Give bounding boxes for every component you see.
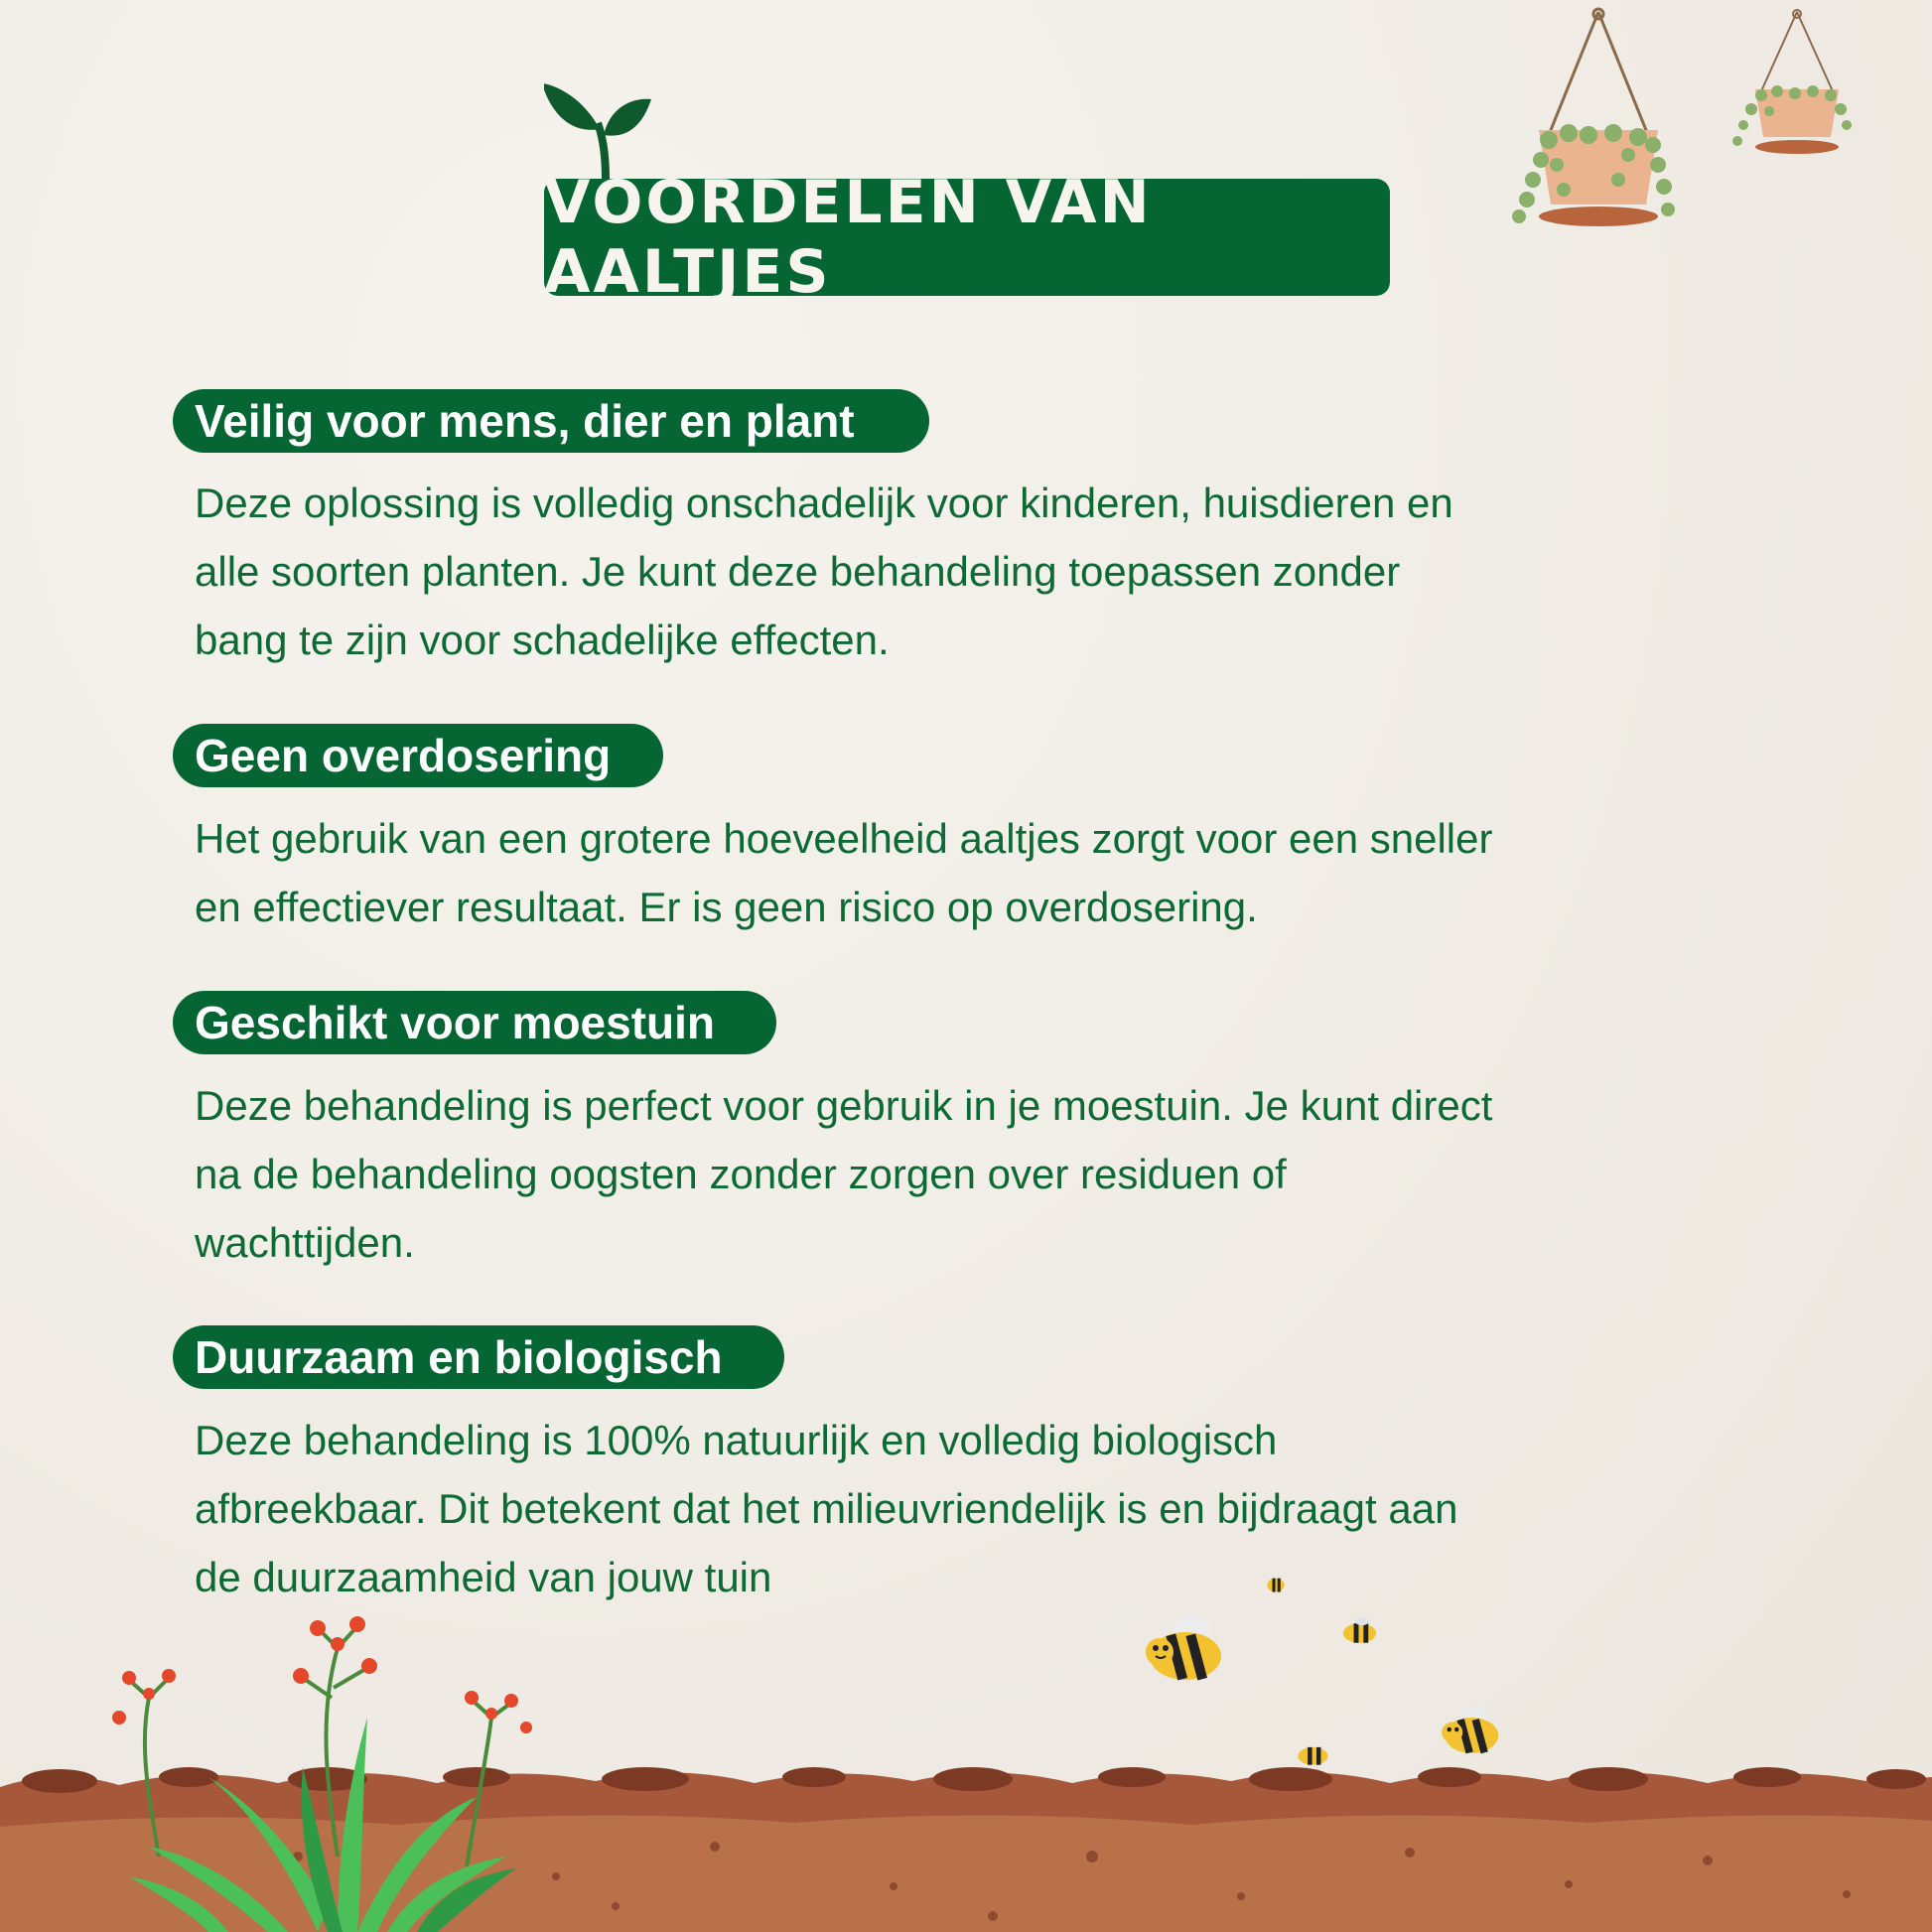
section-heading: Veilig voor mens, dier en plant [195, 395, 855, 447]
heading-pill-overdosering [173, 724, 663, 787]
section-text-moestuin [195, 1071, 1773, 1277]
text-line: afbreekbaar. Dit betekent dat het milieuvriendelijk is en bijdraagt aan [195, 1485, 1458, 1532]
bee-icon [1335, 1616, 1379, 1646]
title-box [544, 168, 1390, 307]
page-title: VOORDELEN VAN AALTJES [544, 168, 1153, 307]
bee-icon [1263, 1569, 1289, 1596]
flower-plant-icon [89, 1608, 546, 1932]
section-text-duurzaam [195, 1406, 1773, 1611]
text-line: Deze behandeling is 100% natuurlijk en volledig biologisch [195, 1417, 1278, 1463]
text-line: alle soorten planten. Je kunt deze behandeling toepassen zonder [195, 548, 1401, 595]
hanging-plant-icon [1489, 6, 1688, 244]
heading-pill-moestuin [173, 991, 776, 1054]
text-line: wachttijden. [195, 1219, 415, 1266]
section-text-veilig [195, 469, 1773, 674]
text-line: de duurzaamheid van jouw tuin [195, 1554, 772, 1600]
title-banner [544, 79, 1390, 307]
text-line: Het gebruik van een grotere hoeveelheid aaltjes zorgt voor een sneller [195, 815, 1493, 862]
text-line: en effectiever resultaat. Er is geen risico op overdosering. [195, 884, 1258, 930]
section-heading: Geschikt voor moestuin [195, 997, 716, 1048]
text-line: bang te zijn voor schadelijke effecten. [195, 617, 890, 663]
text-line: Deze oplossing is volledig onschadelijk voor kinderen, huisdieren en [195, 480, 1453, 526]
heading-pill-duurzaam [173, 1325, 784, 1389]
section-heading: Geen overdosering [195, 730, 612, 781]
bee-icon [1438, 1700, 1507, 1759]
heading-pill-veilig [173, 389, 929, 453]
section-heading: Duurzaam en biologisch [195, 1331, 723, 1383]
text-line: na de behandeling oogsten zonder zorgen over residuen of [195, 1151, 1287, 1197]
section-text-overdosering [195, 804, 1773, 941]
bee-icon [1142, 1608, 1231, 1688]
text-line: Deze behandeling is perfect voor gebruik in je moestuin. Je kunt direct [195, 1082, 1493, 1129]
